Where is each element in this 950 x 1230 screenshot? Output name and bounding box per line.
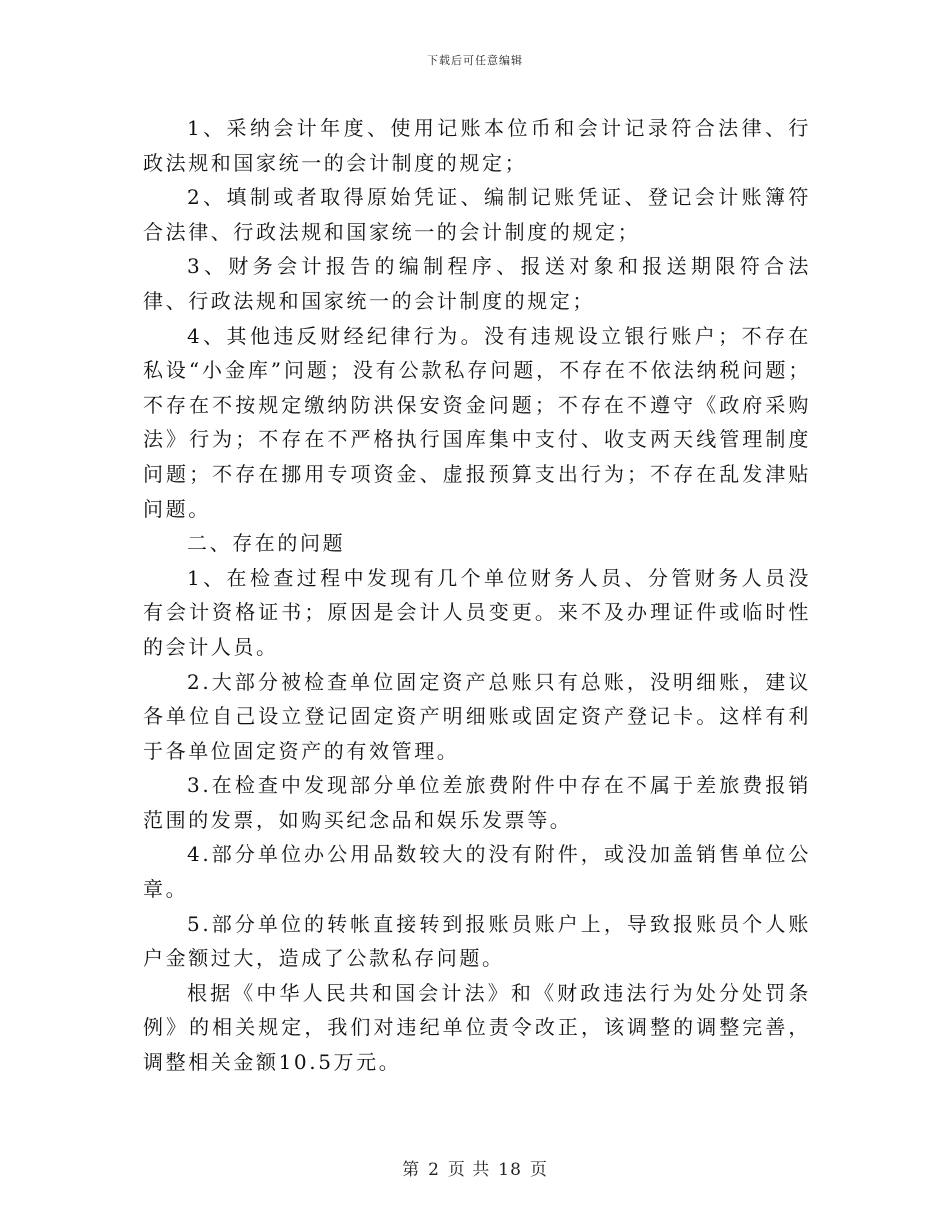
- section-heading-problems: 二、存在的问题: [187, 531, 346, 556]
- document-body: [143, 111, 811, 1080]
- footer-page-number: 2: [428, 1160, 440, 1180]
- paragraph-3: 3、财务会计报告的编制程序、报送对象和报送期限符合法律、行政法规和国家统一的会计制度的规定；: [143, 254, 811, 313]
- footer-total-pages: 18: [498, 1160, 522, 1180]
- paragraph-2: 2、填制或者取得原始凭证、编制记账凭证、登记会计账簿符合法律、行政法规和国家统一的会计制度的规定；: [143, 185, 811, 244]
- problem-item-1: 1、在检查过程中发现有几个单位财务人员、分管财务人员没有会计资格证书；原因是会计人员变更。来不及办理证件或临时性的会计人员。: [143, 565, 811, 659]
- paragraph-1: 1、采纳会计年度、使用记账本位币和会计记录符合法律、行政法规和国家统一的会计制度的规定；: [143, 116, 811, 175]
- problem-item-4: 4.部分单位办公用品数较大的没有附件，或没加盖销售单位公章。: [143, 842, 811, 902]
- problem-item-2: 2.大部分被检查单位固定资产总账只有总账，没明细账，建议各单位自己设立登记固定资产明细账或固定资产登记卡。这样有利于各单位固定资产的有效管理。: [143, 669, 811, 763]
- footer-prefix: 第: [402, 1160, 421, 1180]
- paragraph-4: 4、其他违反财经纪律行为。没有违规设立银行账户；不存在私设“小金库”问题；没有公款私存问题，不存在不依法纳税问题；不存在不按规定缴纳防洪保安资金问题；不存在不遵守《政府采购法》行为；不存在不严格执行国库集中支付、收支两天线管理制度问题；不存在挪用专项资金、虚报预算支出行为；不存在乱发津贴问题。: [143, 323, 811, 521]
- page-footer: [0, 1155, 950, 1180]
- problem-item-5: 5.部分单位的转帐直接转到报账员账户上，导致报账员个人账户金额过大，造成了公款私存问题。: [143, 911, 811, 971]
- conclusion-paragraph: 根据《中华人民共和国会计法》和《财政违法行为处分处罚条例》的相关规定，我们对违纪单位责令改正，该调整的调整完善，调整相关金额10.5万元。: [143, 980, 811, 1075]
- page-header: 下载后可任意编辑: [427, 54, 523, 67]
- footer-middle: 页 共: [447, 1160, 491, 1180]
- problem-item-3: 3.在检查中发现部分单位差旅费附件中存在不属于差旅费报销范围的发票，如购买纪念品和娱乐发票等。: [143, 773, 811, 832]
- footer-suffix: 页: [529, 1160, 548, 1180]
